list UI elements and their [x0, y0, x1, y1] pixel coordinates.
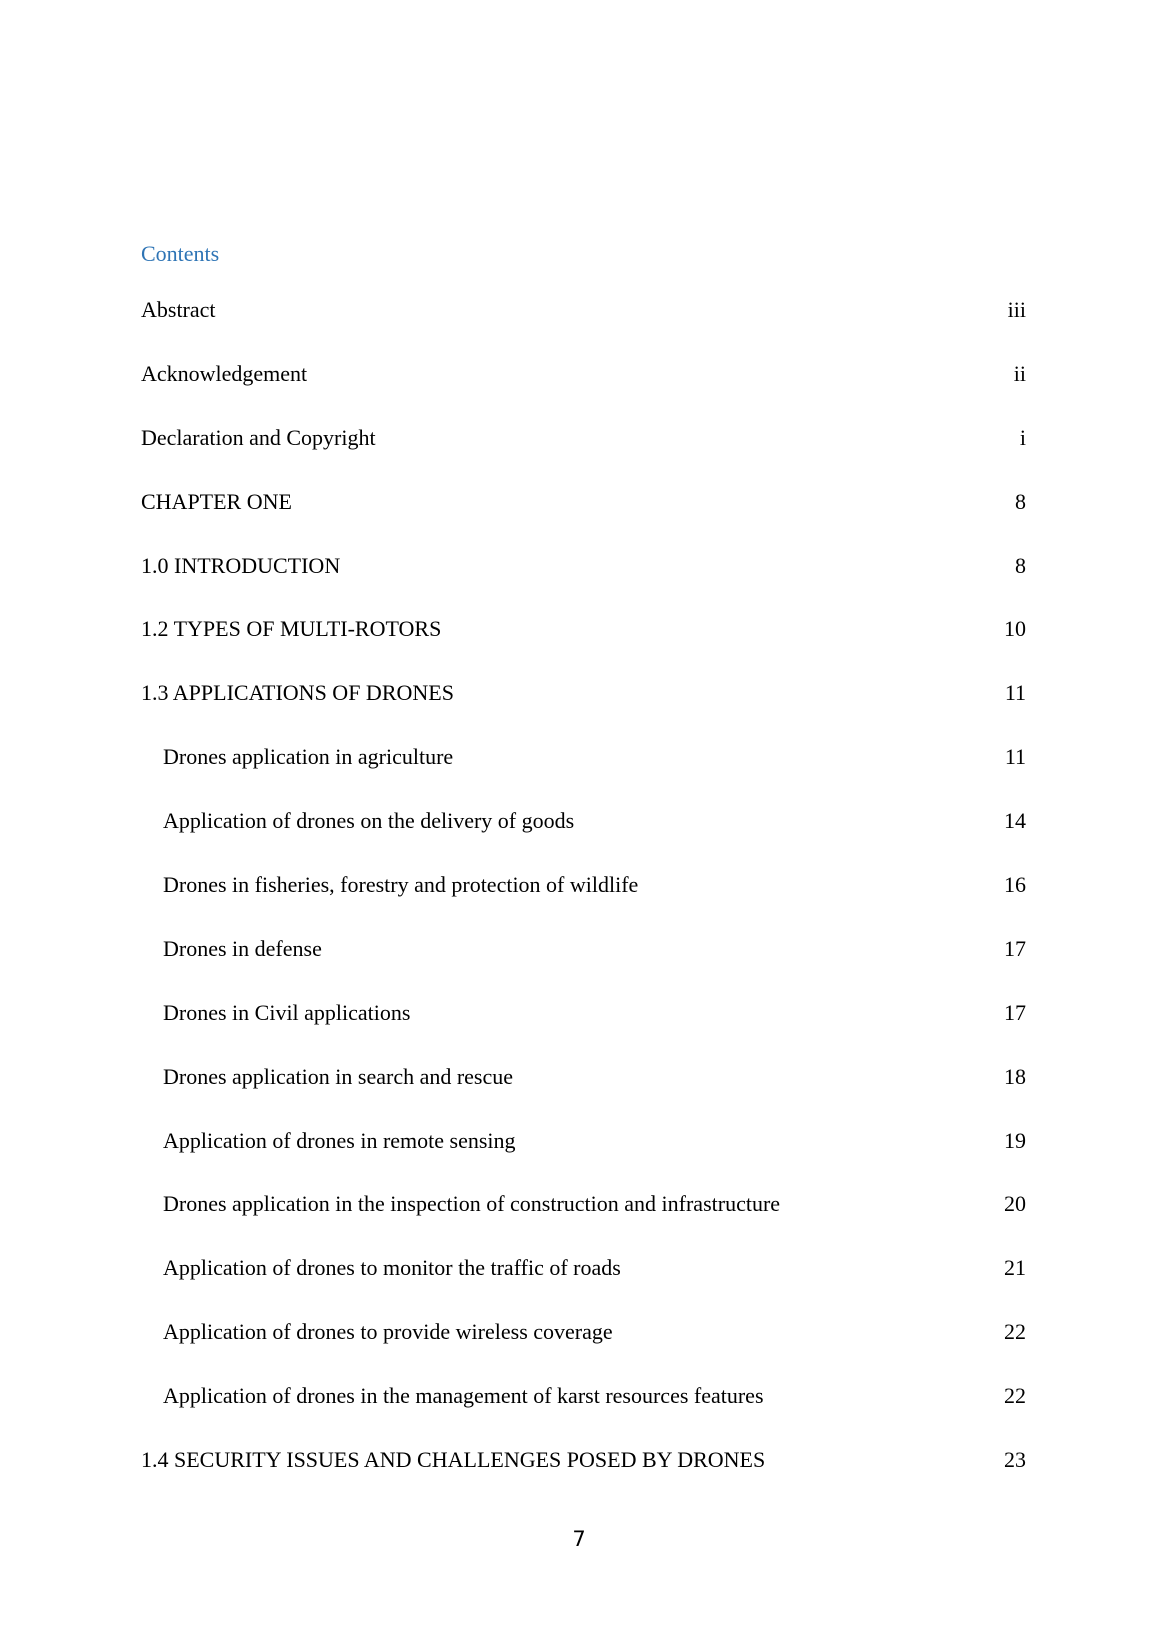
toc-entry[interactable] — [141, 424, 1026, 488]
toc-entry[interactable] — [141, 679, 1026, 743]
toc-entry-page: 19 — [1004, 1127, 1026, 1153]
toc-entry-page: ii — [1013, 360, 1026, 386]
table-of-contents — [141, 296, 1026, 1510]
toc-entry-title: Drones in fisheries, forestry and protection of wildlife — [163, 872, 639, 898]
toc-entry-page: 17 — [1004, 999, 1026, 1025]
toc-entry-page: 22 — [1004, 1383, 1026, 1409]
toc-entry[interactable] — [141, 1318, 1026, 1382]
toc-entry[interactable] — [141, 1446, 1026, 1510]
toc-entry-page: 22 — [1004, 1319, 1026, 1345]
toc-entry[interactable] — [141, 807, 1026, 871]
toc-entry[interactable] — [141, 1063, 1026, 1127]
toc-entry-title: Application of drones to monitor the traffic of roads — [163, 1255, 621, 1281]
toc-entry[interactable] — [141, 552, 1026, 616]
toc-entry-title: Drones in defense — [163, 935, 322, 961]
page-number: 7 — [572, 1527, 586, 1551]
toc-entry[interactable] — [141, 871, 1026, 935]
toc-heading: Contents — [141, 241, 220, 266]
toc-entry-page: 17 — [1004, 935, 1026, 961]
toc-entry-title: Application of drones in remote sensing — [163, 1127, 516, 1153]
toc-entry-title: Application of drones in the management of karst resources features — [163, 1383, 764, 1409]
toc-entry-title: CHAPTER ONE — [141, 488, 292, 514]
toc-entry-title: Abstract — [141, 297, 216, 322]
toc-entry-title: 1.3 APPLICATIONS OF DRONES — [141, 680, 454, 706]
toc-entry-title: 1.0 INTRODUCTION — [141, 552, 341, 578]
toc-entry-page: 10 — [1004, 616, 1026, 642]
toc-entry-page: 8 — [1015, 488, 1026, 514]
toc-entry-page: i — [1019, 424, 1026, 450]
toc-entry[interactable] — [141, 999, 1026, 1063]
toc-entry-page: 21 — [1004, 1255, 1026, 1281]
toc-entry[interactable] — [141, 1254, 1026, 1318]
toc-entry-title: Drones application in the inspection of construction and infrastructure — [163, 1191, 781, 1217]
toc-entry-page: iii — [1007, 297, 1026, 322]
toc-entry-title: Drones application in agriculture — [163, 744, 454, 770]
toc-entry-title: Application of drones to provide wireless coverage — [163, 1319, 613, 1345]
toc-entry-page: 18 — [1004, 1063, 1026, 1089]
toc-entry[interactable] — [141, 1190, 1026, 1254]
toc-entry[interactable] — [141, 488, 1026, 552]
toc-entry-title: Drones in Civil applications — [163, 999, 411, 1025]
toc-entry-page: 20 — [1004, 1191, 1026, 1217]
toc-entry[interactable] — [141, 1127, 1026, 1191]
toc-entry-page: 11 — [1004, 680, 1026, 706]
toc-entry-title: Drones application in search and rescue — [163, 1063, 514, 1089]
toc-entry-title: Application of drones on the delivery of goods — [163, 808, 575, 834]
toc-entry-page: 11 — [1004, 744, 1026, 770]
toc-entry-title: Declaration and Copyright — [141, 424, 376, 450]
toc-entry[interactable] — [141, 360, 1026, 424]
toc-entry-page: 14 — [1004, 808, 1026, 834]
toc-entry-title: 1.4 SECURITY ISSUES AND CHALLENGES POSED BY DRONES — [141, 1447, 766, 1473]
toc-entry[interactable] — [141, 743, 1026, 807]
toc-entry-title: Acknowledgement — [141, 360, 308, 386]
toc-entry-page: 23 — [1004, 1447, 1026, 1473]
toc-entry[interactable] — [141, 935, 1026, 999]
toc-entry-title: 1.2 TYPES OF MULTI-ROTORS — [141, 616, 442, 642]
toc-entry[interactable] — [141, 615, 1026, 679]
toc-entry[interactable] — [141, 296, 1026, 360]
toc-entry[interactable] — [141, 1382, 1026, 1446]
toc-entry-page: 8 — [1015, 552, 1026, 578]
toc-entry-page: 16 — [1004, 872, 1026, 898]
